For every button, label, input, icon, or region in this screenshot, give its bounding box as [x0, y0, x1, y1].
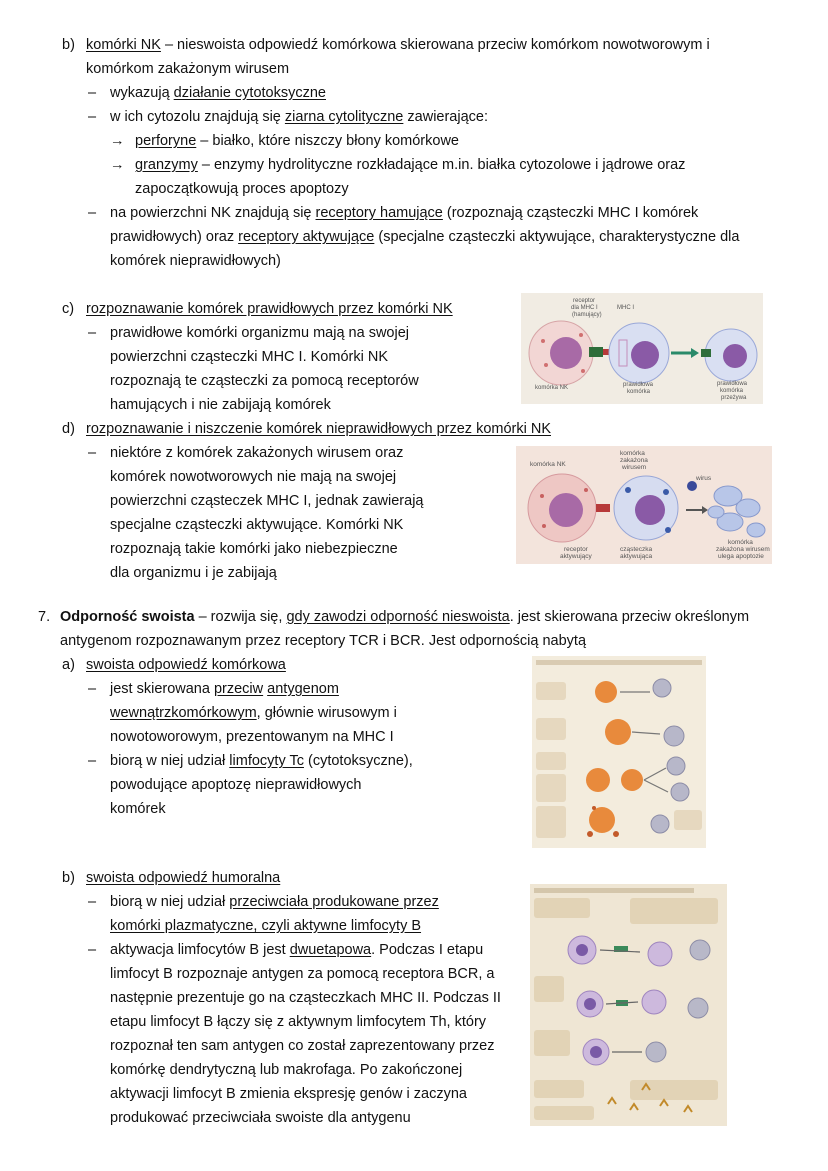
list-marker: c): [62, 301, 75, 317]
term-plasma-cells: komórki plazmatyczne, czyli aktywne limfocyty B: [110, 918, 422, 934]
term-perforin: perforyne: [135, 133, 197, 149]
text-line: produkować przeciwciała swoiste dla antygenu: [110, 1110, 411, 1126]
list-marker: 7.: [38, 609, 51, 625]
bullet-dash: –: [88, 681, 97, 697]
text-line: aktywacji limfocyt B zmienia ekspresję genów i zaczyna: [110, 1086, 467, 1102]
arrow-bullet: →: [110, 133, 125, 149]
term-nk-cells: komórki NK: [86, 37, 161, 53]
fig-label: aktywująca: [620, 553, 653, 560]
fig-label: komórka: [620, 450, 645, 457]
text: (rozpoznają cząsteczki MHC I komórek: [442, 205, 699, 221]
fig-label: komórka NK: [530, 461, 566, 468]
section-b-nk-title-line2: komórkom zakażonym wirusem: [86, 61, 290, 77]
text-line: rozpoznają takie komórki jako niebezpieczne: [110, 541, 398, 557]
text: w ich cytozolu znajdują się: [110, 109, 285, 125]
item-receptors-line2: [110, 227, 739, 247]
item-antibodies: [110, 892, 439, 912]
fig-label: prawidłowa: [623, 382, 654, 388]
item-cytotoxic: [110, 83, 326, 103]
text: – enzymy hydrolityczne rozkładające m.in. białka cytozolowe i jądrowe oraz: [197, 157, 686, 173]
term-tc-lymphocytes: limfocyty Tc: [229, 753, 304, 769]
term-against: przeciw: [213, 681, 264, 697]
fig-label: wirus: [696, 475, 712, 482]
section-d-title: [86, 419, 551, 439]
section-7b-title: [86, 868, 280, 888]
text: aktywacja limfocytów B jest: [110, 942, 290, 958]
text-line: limfocyt B rozpoznaje antygen za pomocą receptora BCR, a: [110, 966, 495, 982]
item-receptors: [110, 203, 698, 223]
item-b-activation: [110, 940, 483, 960]
term-inhibitory-receptors: receptory hamujące: [315, 205, 443, 221]
text: biorą w niej udział: [110, 894, 230, 910]
text: biorą w niej udział: [110, 753, 230, 769]
section-c-title: [86, 299, 453, 319]
text: (cytotoksyczne),: [303, 753, 413, 769]
bullet-dash: –: [88, 109, 97, 125]
text-line: specjalne cząsteczki aktywujące. Komórki NK: [110, 517, 404, 533]
bullet-dash: –: [88, 325, 97, 341]
fig-label: receptor: [573, 298, 596, 304]
heading-humoral-response: swoista odpowiedź humoralna: [86, 870, 281, 886]
fig-label: dla MHC I: [571, 305, 598, 311]
fig-label: aktywujący: [560, 553, 592, 560]
text: , głównie wirusowym i: [256, 705, 397, 721]
fig-label: receptor: [564, 546, 588, 553]
title-text: – nieswoista odpowiedź komórkowa skierowana przeciw komórkom nowotworowym i: [160, 37, 710, 53]
arrow-bullet: →: [110, 157, 125, 173]
fig-label: cząsteczka: [620, 546, 653, 553]
term-specific-immunity: Odporność swoista: [60, 609, 195, 625]
bullet-dash: –: [88, 753, 97, 769]
term-granzymes: granzymy: [135, 157, 198, 173]
section-b-nk-title: [86, 35, 710, 55]
section-7a-title: [86, 655, 286, 675]
fig-label: komórka NK: [535, 385, 569, 391]
fig-label: komórka: [627, 389, 651, 395]
item-tc: [110, 751, 413, 771]
term-two-stage: dwuetapowa: [289, 942, 372, 958]
subitem-perforin: [135, 131, 459, 151]
term-cytotoxic-action: działanie cytotoksyczne: [173, 85, 326, 101]
text: . Podczas I etapu: [371, 942, 484, 958]
fig-label: zakażona wirusem: [716, 546, 770, 553]
text-line: prawidłowe komórki organizmu mają na swojej: [110, 325, 409, 341]
fig-label: ulega apoptozie: [718, 553, 764, 560]
text-line: rozpoznają te cząsteczki za pomocą receptorów: [110, 373, 419, 389]
term-activating-receptors: receptory aktywujące: [238, 229, 375, 245]
item-granules: [110, 107, 488, 127]
subitem-granzymes: [135, 155, 685, 175]
term-antigens: antygenom: [267, 681, 339, 697]
text-line: hamujących i nie zabijają komórek: [110, 397, 331, 413]
fig-label: wirusem: [622, 464, 647, 471]
figure-humoral-response-photo: [530, 884, 727, 1126]
item-antigens-line3: nowotoworowym, prezentowanym na MHC I: [110, 729, 394, 745]
text-line: powierzchni cząsteczki MHC I. Komórki NK: [110, 349, 388, 365]
text-line: dla organizmu i je zabijają: [110, 565, 277, 581]
bullet-dash: –: [88, 85, 97, 101]
text-line: rozpoznał ten sam antygen co został zaprezentowany przez: [110, 1038, 495, 1054]
text: wykazują: [110, 85, 174, 101]
list-marker: b): [62, 37, 75, 53]
figure-nk-infected-cell: [516, 446, 772, 564]
bullet-dash: –: [88, 205, 97, 221]
text-line: powierzchni cząsteczek MHC I, jednak zawierają: [110, 493, 424, 509]
list-marker: d): [62, 421, 75, 437]
fig-label: przeżywa: [721, 395, 747, 401]
item-antigens-line2: [110, 703, 397, 723]
text: jest skierowana: [110, 681, 214, 697]
bullet-dash: –: [88, 894, 97, 910]
item-receptors-line3: komórek nieprawidłowych): [110, 253, 281, 269]
text: . jest skierowana przeciw określonym: [509, 609, 750, 625]
fig-label: (hamujący): [572, 312, 602, 318]
text-line: następnie prezentuje go na cząsteczkach MHC II. Podczas II: [110, 990, 501, 1006]
text: zawierające:: [403, 109, 488, 125]
heading-abnormal-cell-destruction: rozpoznawanie i niszczenie komórek nieprawidłowych przez komórki NK: [86, 421, 551, 437]
figure-cellular-response-photo: [532, 656, 706, 848]
text: – białko, które niszczy błony komórkowe: [196, 133, 459, 149]
item-tc-line3: komórek: [110, 801, 166, 817]
list-marker: a): [62, 657, 75, 673]
fig-label: zakażona: [620, 457, 648, 464]
item-antigens: [110, 679, 339, 699]
term-antibodies-produced: przeciwciała produkowane przez: [229, 894, 439, 910]
fig-label: prawidłowa: [717, 381, 748, 387]
list-marker: b): [62, 870, 75, 886]
text-line: etapu limfocyt B łączy się z aktywnym limfocytem Th, który: [110, 1014, 487, 1030]
figure-nk-normal-cell: [521, 293, 763, 404]
text: na powierzchni NK znajdują się: [110, 205, 316, 221]
heading-normal-cell-recognition: rozpoznawanie komórek prawidłowych przez komórki NK: [86, 301, 453, 317]
item-antibodies-line2: [110, 916, 421, 936]
text: (specjalne cząsteczki aktywujące, charakterystyczne dla: [374, 229, 740, 245]
subitem-granzymes-line2: zapoczątkowują proces apoptozy: [135, 181, 349, 197]
bullet-dash: –: [88, 942, 97, 958]
section-b-nk-heading: [62, 35, 75, 55]
text: – rozwija się,: [194, 609, 287, 625]
fig-label: MHC I: [617, 305, 634, 311]
fig-label: komórka: [720, 388, 744, 394]
heading-cellular-response: swoista odpowiedź komórkowa: [86, 657, 286, 673]
term-cytolytic-granules: ziarna cytolityczne: [284, 109, 404, 125]
bullet-dash: –: [88, 445, 97, 461]
section-7-heading: [60, 607, 749, 627]
text-line: niektóre z komórek zakażonych wirusem oraz: [110, 445, 404, 461]
fig-label: komórka: [728, 539, 753, 546]
section-7-line2: antygenom rozpoznawanym przez receptory TCR i BCR. Jest odpornością nabytą: [60, 633, 587, 649]
text-line: komórkę dendrytyczną lub makrofaga. Po zakończonej: [110, 1062, 463, 1078]
text: prawidłowych) oraz: [110, 229, 239, 245]
text-line: komórek nowotworowych nie mają na swojej: [110, 469, 397, 485]
term-when-nonspecific-fails: gdy zawodzi odporność nieswoista: [286, 609, 510, 625]
term-intracellular: wewnątrzkomórkowym: [110, 705, 257, 721]
item-tc-line2: powodujące apoptozę nieprawidłowych: [110, 777, 362, 793]
